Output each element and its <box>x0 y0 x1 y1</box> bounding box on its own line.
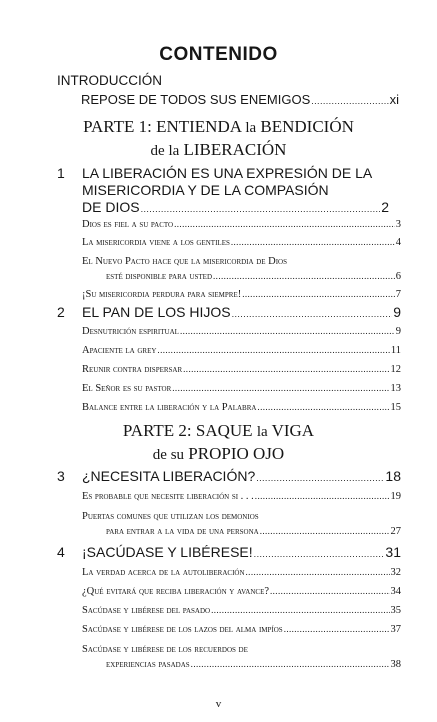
chapter-2 <box>57 304 401 321</box>
section-title: Balance entre la liberación y la Palabra <box>82 402 257 413</box>
section-title: El Señor es su pastor <box>82 383 172 394</box>
part-2-line1-a: PARTE 2: SAQUE <box>122 421 257 440</box>
leader-dots <box>270 587 390 596</box>
section-title: El Nuevo Pacto hace que la misericordia de Dios <box>82 256 288 267</box>
section-page: 19 <box>390 491 401 502</box>
section-title: Reunir contra dispersar <box>82 364 183 375</box>
chapter-1-section-4 <box>82 288 401 301</box>
leader-dots <box>180 327 395 336</box>
section-page: 7 <box>395 289 401 300</box>
chapter-3 <box>57 468 401 485</box>
part-1-line1-b: la <box>245 120 257 136</box>
intro-entry-title: REPOSE DE TODOS SUS ENEMIGOS <box>81 92 311 107</box>
chapter-1-title-line3 <box>82 199 389 216</box>
leader-dots <box>246 568 390 577</box>
page-title: CONTENIDO <box>159 44 278 65</box>
section-page: 4 <box>395 237 401 248</box>
section-page: 3 <box>395 219 401 230</box>
section-page: 15 <box>390 402 401 413</box>
leader-dots <box>257 403 389 412</box>
section-title: Es probable que necesite liberación si . . . <box>82 491 254 502</box>
part-1-heading <box>0 116 437 162</box>
chapter-4-section-4 <box>82 623 401 636</box>
chapter-2-section-5 <box>82 401 401 414</box>
part-1-line1-c: BENDICIÓN <box>256 117 354 136</box>
section-page: 11 <box>390 345 401 356</box>
chapter-3-number: 3 <box>57 468 65 484</box>
section-title: ¡Su misericordia perdura para siempre! <box>82 289 242 300</box>
chapter-4 <box>57 544 401 561</box>
chapter-2-page: 9 <box>393 304 401 320</box>
leader-dots <box>213 272 395 281</box>
section-title-cont: para entrar a la vida de una persona <box>106 526 259 537</box>
chapter-1-title-end: DE DIOS <box>82 199 140 215</box>
leader-dots <box>311 97 388 106</box>
chapter-2-number: 2 <box>57 304 65 320</box>
leader-dots <box>211 606 389 615</box>
page-number: v <box>215 698 222 710</box>
section-page: 37 <box>390 624 401 635</box>
leader-dots <box>174 220 395 229</box>
chapter-4-number: 4 <box>57 544 65 560</box>
section-title: Apaciente la grey <box>82 345 157 356</box>
part-2-line1-c: VIGA <box>267 421 315 440</box>
chapter-1-section-3 <box>82 254 401 284</box>
chapter-1-section-2 <box>82 236 401 249</box>
chapter-4-section-5 <box>82 642 401 672</box>
section-page: 6 <box>395 271 401 282</box>
leader-dots <box>231 238 395 247</box>
chapter-2-section-1 <box>82 325 401 338</box>
section-title: Sacúdase y libérese de los lazos del alma impíos <box>82 624 283 635</box>
section-title: Puertas comunes que utilizan los demonios <box>82 511 259 522</box>
leader-dots <box>242 290 395 299</box>
chapter-4-title: ¡SACÚDASE Y LIBÉRESE! <box>82 544 253 560</box>
section-page: 27 <box>390 526 401 537</box>
chapter-2-title: EL PAN DE LOS HIJOS <box>82 304 231 320</box>
chapter-3-title: ¿NECESITA LIBERACIÓN? <box>82 468 256 484</box>
section-page: 34 <box>390 586 401 597</box>
part-2-heading <box>0 420 437 466</box>
section-title: Dios es fiel a su pacto <box>82 219 174 230</box>
section-page: 35 <box>390 605 401 616</box>
leader-dots <box>284 625 390 634</box>
part-2-line2-a: de su <box>152 447 185 463</box>
chapter-3-section-2 <box>82 509 401 539</box>
section-title: La verdad acerca de la autoliberación <box>82 567 245 578</box>
chapter-1-title-line1: LA LIBERACIÓN ES UNA EXPRESIÓN DE LA <box>82 165 373 181</box>
chapter-4-section-1 <box>82 566 401 579</box>
section-title: La misericordia viene a los gentiles <box>82 237 230 248</box>
section-title: Sacúdase y libérese de los recuerdos de <box>82 644 248 655</box>
chapter-4-section-3 <box>82 604 401 617</box>
chapter-2-section-2 <box>82 344 401 357</box>
chapter-2-section-4 <box>82 382 401 395</box>
part-2-line1-b: la <box>256 424 268 440</box>
chapter-3-section-1 <box>82 490 401 503</box>
part-1-line2-a: de la <box>150 143 180 159</box>
leader-dots <box>172 384 389 393</box>
leader-dots <box>255 492 390 501</box>
chapter-4-section-2 <box>82 585 401 598</box>
section-title: Sacúdase y libérese del pasado <box>82 605 211 616</box>
leader-dots <box>191 660 390 669</box>
part-2-line2-b: PROPIO OJO <box>184 444 285 463</box>
section-page: 12 <box>390 364 401 375</box>
part-1-line2-b: LIBERACIÓN <box>179 140 287 159</box>
leader-dots <box>256 474 384 483</box>
leader-dots <box>232 310 393 319</box>
section-page: 32 <box>390 567 401 578</box>
section-page: 38 <box>390 659 401 670</box>
intro-page: xi <box>389 92 399 107</box>
section-page: 9 <box>395 326 401 337</box>
chapter-1 <box>57 165 389 216</box>
section-title: Desnutrición espiritual <box>82 326 179 337</box>
chapter-1-section-1 <box>82 218 401 231</box>
chapter-2-section-3 <box>82 363 401 376</box>
leader-dots <box>157 346 389 355</box>
intro-entry <box>81 92 399 107</box>
chapter-1-page: 2 <box>381 199 389 215</box>
part-1-line1-a: PARTE 1: ENTIENDA <box>83 117 246 136</box>
chapter-3-page: 18 <box>385 468 401 484</box>
intro-heading: INTRODUCCIÓN <box>57 73 162 88</box>
leader-dots <box>141 205 381 214</box>
section-title: ¿Qué evitará que reciba liberación y avance? <box>82 586 269 597</box>
chapter-1-title-line2: MISERICORDIA Y DE LA COMPASIÓN <box>82 182 329 198</box>
chapter-4-page: 31 <box>385 544 401 560</box>
leader-dots <box>260 527 390 536</box>
leader-dots <box>183 365 389 374</box>
leader-dots <box>254 550 385 559</box>
section-title-cont: esté disponible para usted <box>106 271 213 282</box>
section-title-cont: experiencias pasadas <box>106 659 190 670</box>
chapter-1-number: 1 <box>57 165 65 181</box>
section-page: 13 <box>390 383 401 394</box>
